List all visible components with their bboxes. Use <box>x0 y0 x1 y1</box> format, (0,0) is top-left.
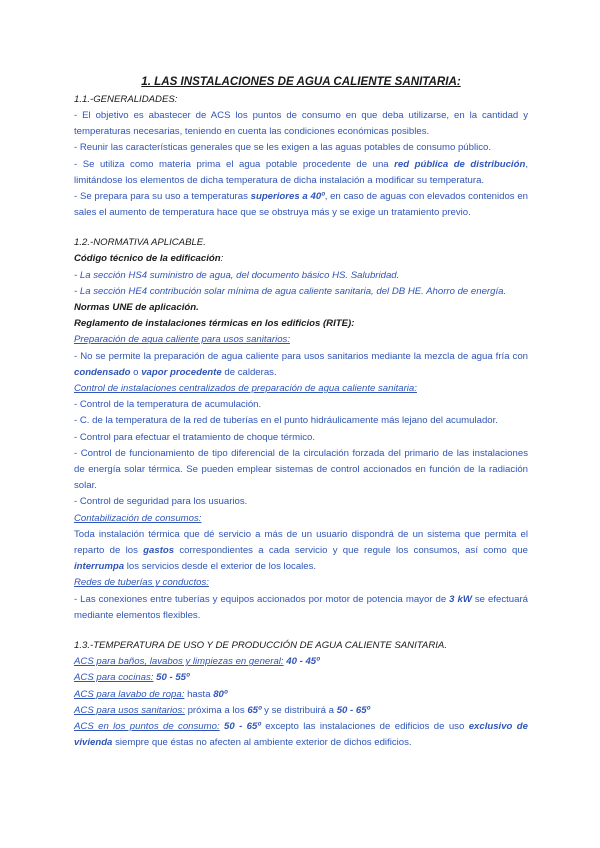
paragraph-materia-prima <box>74 157 528 189</box>
paragraph-redes <box>74 592 528 624</box>
paragraph-caracteristicas: - Reunir las características generales que se les exigen a las aguas potables de consumo público. <box>74 142 492 154</box>
temp-value: 40 - 45º <box>283 656 320 668</box>
emphasis-3kw: 3 kW <box>449 593 472 605</box>
paragraph-objetivo: - El objetivo es abastecer de ACS los puntos de consumo en que deba utilizarse, en la cantidad y temperaturas necesarias, teniendo en cuenta las condiciones económicas posibles. <box>74 110 528 138</box>
text-segment: - Se utiliza como materia prima el agua potable procedente de una <box>74 158 395 170</box>
text-segment: excepto las instalaciones de edificios de uso <box>260 720 469 732</box>
label-normas-une: Normas UNE de aplicación. <box>74 302 199 314</box>
emphasis-red-publica: red pública de distribución <box>394 158 526 170</box>
control-item: - C. de la temperatura de la red de tuberías en el punto hidráulicamente más lejano del acumulador. <box>74 415 498 427</box>
text-segment: y se distribuirá a <box>261 704 337 716</box>
temp-value: 50 - 65º <box>219 720 261 732</box>
text-segment: hasta <box>184 688 214 700</box>
text-codigo-tecnico: Código técnico de la edificación <box>74 253 221 265</box>
text-segment: Toda instalación térmica que dé servicio a más de un usuario dispondrá de un sistema que permita el reparto de los <box>74 528 528 557</box>
temp-row-banos <box>74 654 528 670</box>
text-segment: siempre que éstas no afecten al ambiente exterior de dichos edificios. <box>112 737 412 749</box>
spacer <box>74 624 528 638</box>
text-segment: de calderas. <box>221 366 277 378</box>
text-segment: , en caso de aguas con elevados contenidos en sales el aumento de temperatura hace que se obstruya más y se exige un tratamiento previo. <box>74 191 529 219</box>
control-item: - Control de seguridad para los usuarios. <box>74 496 248 508</box>
control-item: - Control de funcionamiento de tipo diferencial de la circulación forzada del primario de las instalaciones de energía solar térmica. Se pueden emplear sistemas de control accionados en función de la radiación solar. <box>74 447 528 492</box>
temp-label: ACS para baños, lavabos y limpiezas en general: <box>74 656 284 668</box>
text-segment: correspondientes a cada servicio y que regule los consumos, así como que <box>174 545 528 557</box>
temp-value: 50 - 55º <box>153 672 190 684</box>
item-he4: - La sección HE4 contribución solar mínima de agua caliente sanitaria, del DB HE. Ahorro de energía. <box>74 285 507 297</box>
text-segment: se efectuará mediante elementos flexibles. <box>74 593 528 621</box>
text-segment: próxima a los <box>184 704 248 716</box>
emphasis-exclusivo-vivienda: exclusivo de vivienda <box>74 720 528 749</box>
spacer <box>74 221 528 235</box>
temp-value: 65º <box>247 704 262 716</box>
temp-label: ACS en los puntos de consumo: <box>74 720 220 732</box>
section-heading-temperatura: 1.3.-TEMPERATURA DE USO Y DE PRODUCCIÓN DE AGUA CALIENTE SANITARIA. <box>74 640 447 652</box>
text-segment: - Se prepara para su uso a temperaturas <box>74 191 251 203</box>
text-segment: , limitándose los elementos de dicha temperatura de dicha instalación a modificar su temperatura. <box>74 158 528 186</box>
subheading-contabilizacion: Contabilización de consumos: <box>74 512 202 524</box>
temp-row-sanitarios <box>74 703 528 719</box>
paragraph-preparacion <box>74 349 528 381</box>
text-segment: - Las conexiones entre tuberías y equipos accionados por motor de potencia mayor de <box>74 593 450 605</box>
emphasis-gastos: gastos <box>143 545 175 557</box>
section-heading-generalidades: 1.1.-GENERALIDADES: <box>74 94 178 105</box>
section-heading-normativa: 1.2.-NORMATIVA APLICABLE. <box>74 237 206 249</box>
label-codigo-tecnico <box>74 251 528 267</box>
temp-label: ACS para lavabo de ropa: <box>74 688 185 700</box>
temp-row-cocinas <box>74 670 528 686</box>
emphasis-vapor: vapor procedente <box>141 366 222 378</box>
page-title: 1. LAS INSTALACIONES DE AGUA CALIENTE SANITARIA: <box>141 75 461 88</box>
text-segment: o <box>130 366 142 378</box>
text-colon: : <box>220 253 224 265</box>
emphasis-condensado: condensado <box>74 366 131 378</box>
item-hs4: - La sección HS4 suministro de agua, del documento básico HS. Salubridad. <box>74 269 400 281</box>
label-rite: Reglamento de instalaciones térmicas en los edificios (RITE): <box>74 318 355 330</box>
emphasis-superiores-40: superiores a 40º <box>250 191 325 203</box>
temp-row-ropa <box>74 687 528 703</box>
temp-label: ACS para usos sanitarios: <box>74 704 185 716</box>
subheading-redes: Redes de tuberías y conductos: <box>74 577 209 589</box>
paragraph-contabilizacion <box>74 527 528 576</box>
document-content <box>74 74 528 751</box>
temp-value: 80º <box>213 688 228 700</box>
subheading-preparacion: Preparación de agua caliente para usos sanitarios: <box>74 334 290 346</box>
temp-label: ACS para cocinas: <box>74 672 154 684</box>
subheading-control: Control de instalaciones centralizados de preparación de agua caliente sanitaria: <box>74 383 417 395</box>
temp-value: 50 - 65º <box>336 704 371 716</box>
control-item: - Control de la temperatura de acumulación. <box>74 399 262 411</box>
emphasis-interrumpa: interrumpa <box>74 561 125 573</box>
paragraph-temperaturas <box>74 189 528 221</box>
text-segment: - No se permite la preparación de agua caliente para usos sanitarios mediante la mezcla de agua fría con <box>74 350 528 362</box>
control-item: - Control para efectuar el tratamiento de choque térmico. <box>74 431 316 443</box>
text-segment: los servicios desde el exterior de los locales. <box>124 561 317 573</box>
temp-row-consumo <box>74 719 528 751</box>
